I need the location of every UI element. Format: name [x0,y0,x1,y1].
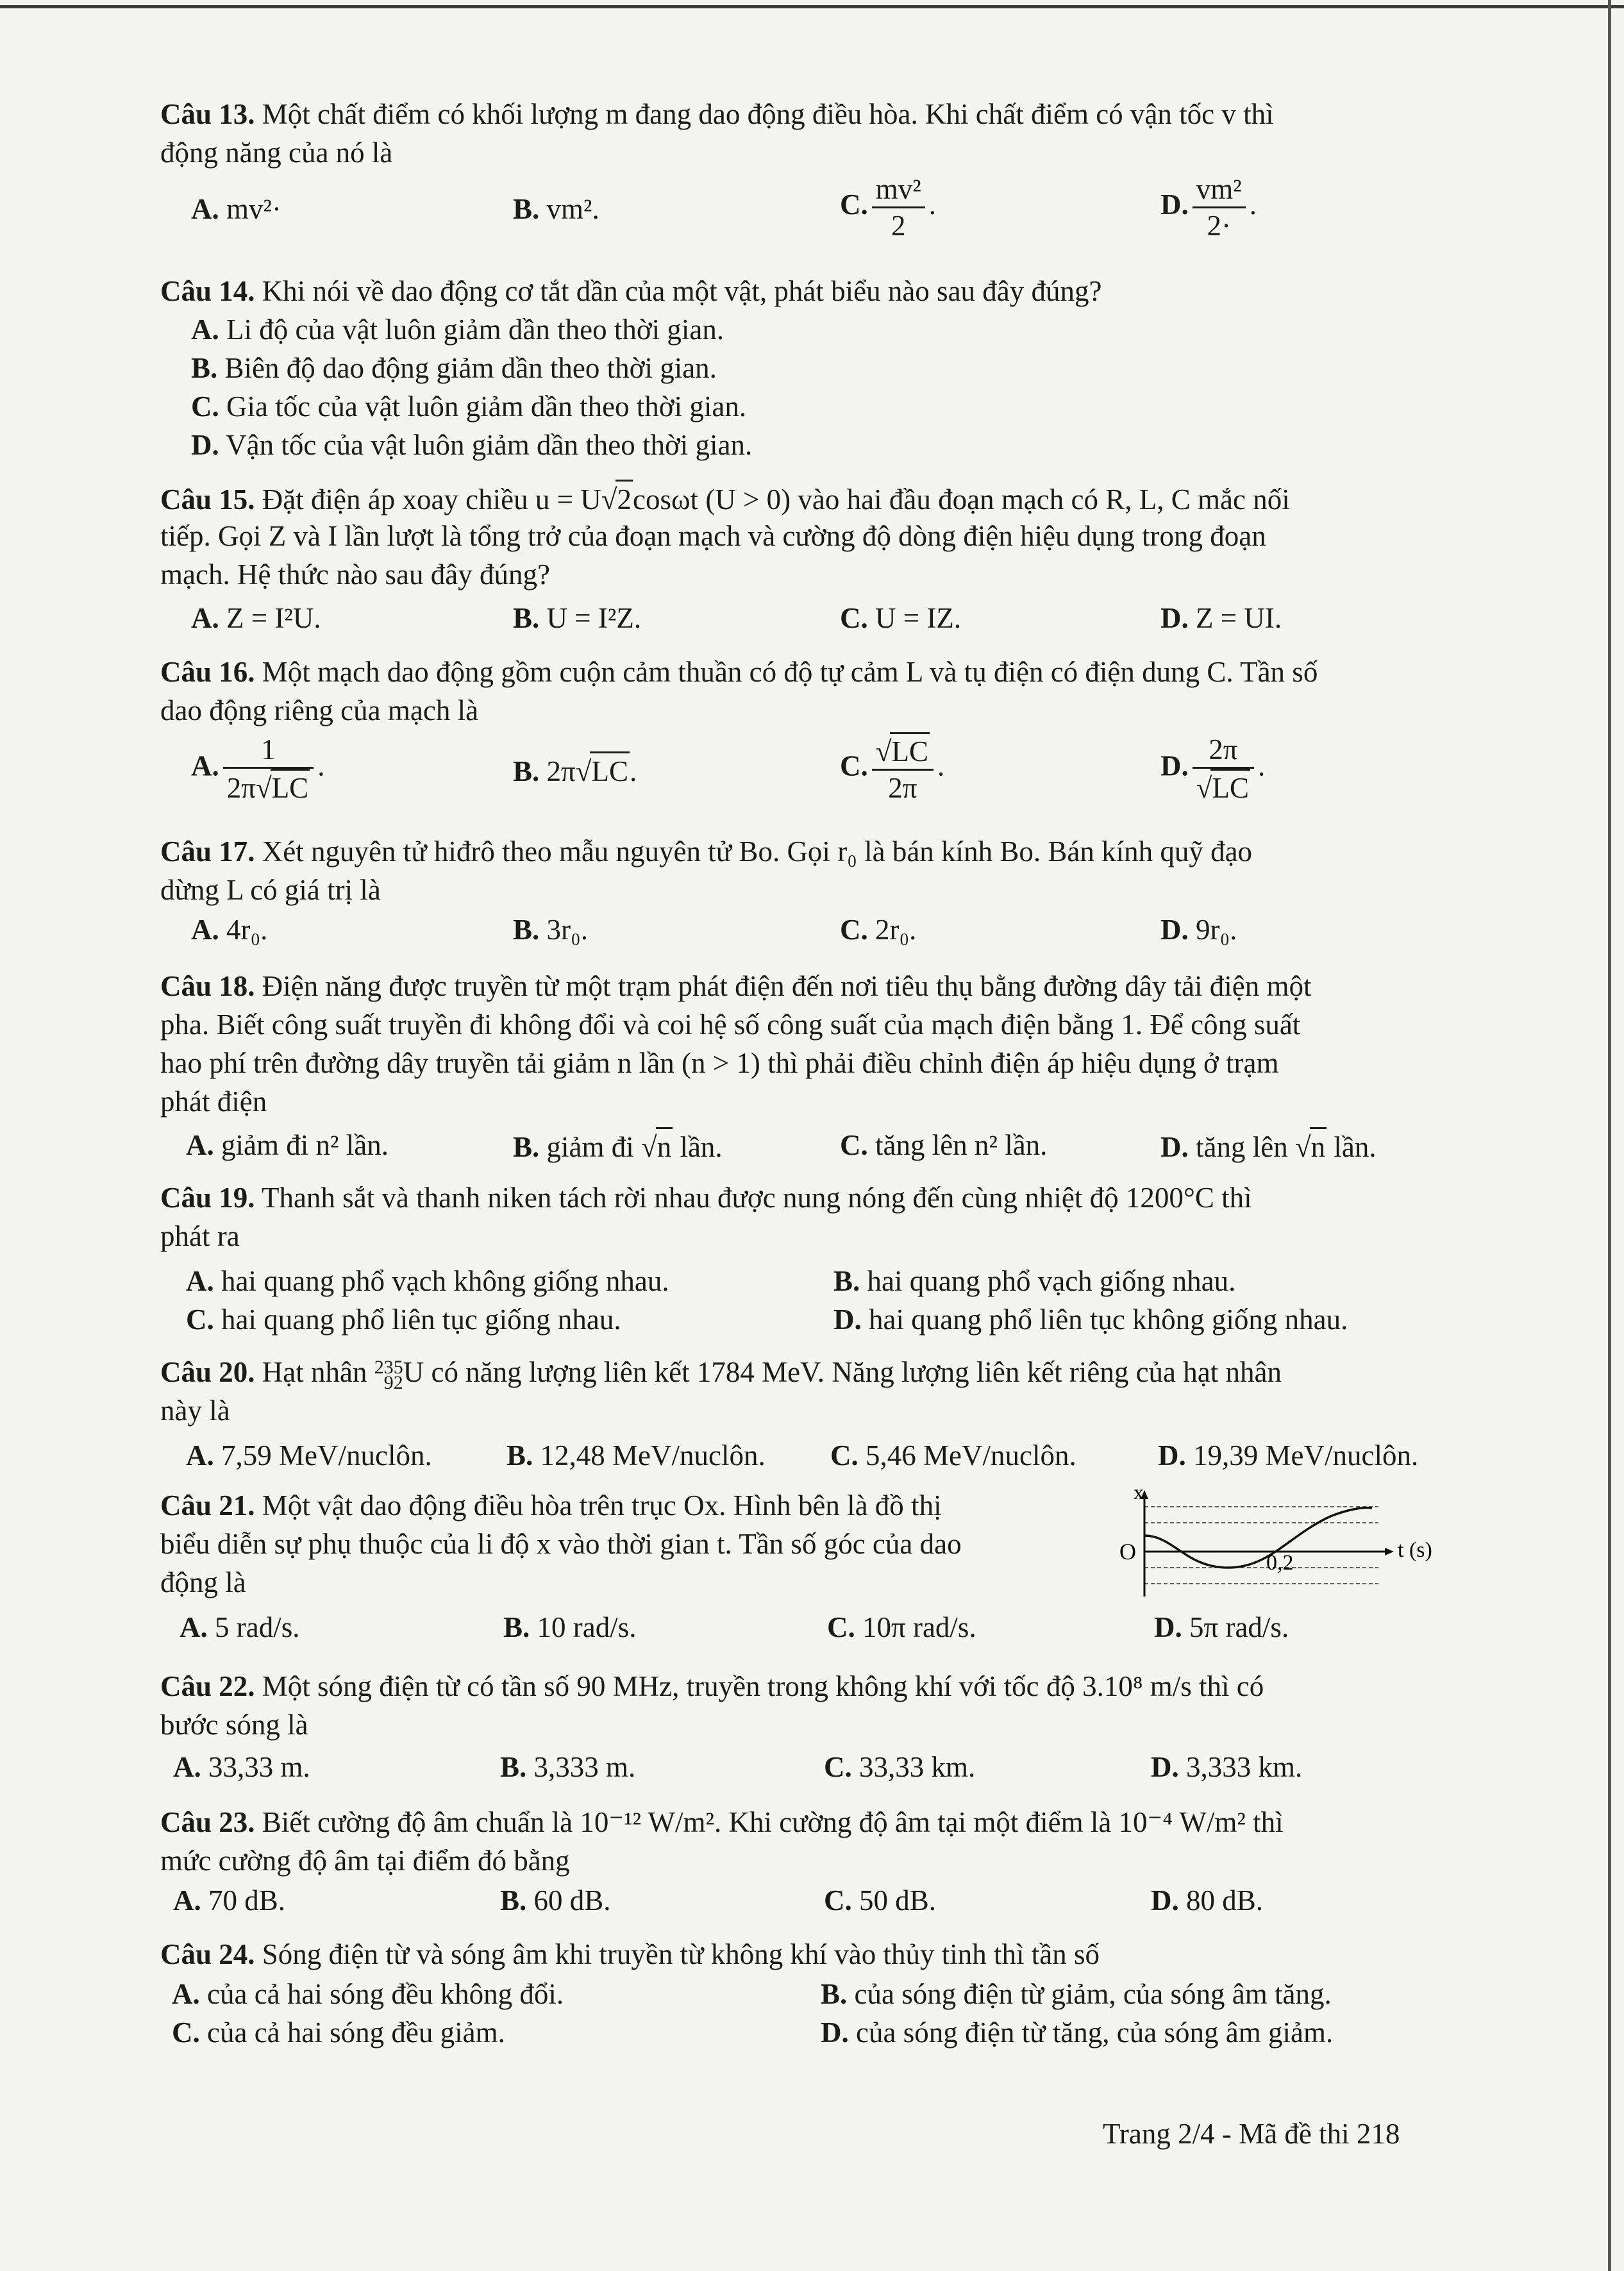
q21-text-3: động là [160,1566,246,1598]
q13-option-a: A. mv²· [191,193,281,225]
right-rule [1608,0,1611,2271]
q13-text: Câu 13. Một chất điểm có khối lượng m đang dao động điều hòa. Khi chất điểm có vận tốc v thì [160,98,1274,130]
graph-origin-label: O [1119,1539,1136,1564]
q14-option-c: C. Gia tốc của vật luôn giảm dần theo thời gian. [191,390,747,423]
q16-text: Câu 16. Một mạch dao động gồm cuộn cảm thuần có độ tự cảm L và tụ điện có điện dung C. Tần số [160,656,1318,688]
q15-option-a: A. Z = I²U. [191,602,321,634]
graph-t-label: t (s) [1398,1538,1432,1562]
q20-text-2: này là [160,1395,230,1427]
q21-text-2: biểu diễn sự phụ thuộc của li độ x vào thời gian t. Tần số góc của dao [160,1528,962,1560]
q18-text-3: hao phí trên đường dây truyền tải giảm n lần (n > 1) thì phải điều chỉnh điện áp hiệu dụng ở trạm [160,1047,1279,1079]
q21-displacement-graph [1116,1487,1449,1616]
q21-text: Câu 21. Một vật dao động điều hòa trên trục Ox. Hình bên là đồ thị [160,1489,942,1521]
q17-option-c: C. 2r₀. [840,914,917,946]
q24-option-c: C. của cả hai sóng đều giảm. [172,2016,505,2049]
q15-option-d: D. Z = UI. [1160,602,1282,634]
q15-text-3: mạch. Hệ thức nào sau đây đúng? [160,558,550,591]
q13-option-b: B. vm². [513,193,599,225]
q22-option-c: C. 33,33 km. [824,1751,976,1783]
top-rule [0,5,1624,8]
q21-option-a: A. 5 rad/s. [180,1611,300,1643]
q15-text-2: tiếp. Gọi Z và I lần lượt là tổng trở của đoạn mạch và cường độ dòng điện hiệu dụng trong đoạn [160,520,1266,552]
q17-option-d: D. 9r₀. [1160,914,1237,946]
q14-option-d: D. Vận tốc của vật luôn giảm dần theo thời gian. [191,429,753,461]
q19-text-2: phát ra [160,1220,240,1252]
q18-option-b: B. giảm đi √n lần. [513,1127,723,1165]
q22-text: Câu 22. Một sóng điện từ có tần số 90 MHz, truyền trong không khí với tốc độ 3.10⁸ m/s thì có [160,1670,1264,1702]
graph-gridlines [1144,1507,1378,1584]
q24-text: Câu 24. Sóng điện từ và sóng âm khi truyền từ không khí vào thủy tinh thì tần số [160,1938,1100,1970]
q22-text-2: bước sóng là [160,1709,308,1741]
q18-text-2: pha. Biết công suất truyền đi không đổi và coi hệ số công suất của mạch điện bằng 1. Để công suất [160,1009,1301,1041]
q15-option-c: C. U = IZ. [840,602,962,634]
q19-option-b: B. hai quang phổ vạch giống nhau. [833,1265,1236,1297]
q18-option-a: A. giảm đi n² lần. [186,1129,389,1161]
graph-x-axis-arrow [1385,1548,1394,1555]
q15-option-b: B. U = I²Z. [513,602,642,634]
q24-option-d: D. của sóng điện từ tăng, của sóng âm giảm. [821,2016,1334,2049]
q22-option-d: D. 3,333 km. [1151,1751,1303,1783]
graph-sine-curve [1144,1508,1372,1568]
q13-option-d: D. $\frac{\text{vm²}}{2\cdot}$ . [1160,173,1257,242]
q14-option-a: A. Li độ của vật luôn giảm dần theo thời gian. [191,314,724,346]
q17-text: Câu 17. Xét nguyên tử hiđrô theo mẫu nguyên tử Bo. Gọi r₀ là bán kính Bo. Bán kính quỹ đạo [160,835,1253,867]
q21-option-d: D. 5π rad/s. [1154,1611,1289,1643]
q15-text: Câu 15. Đặt điện áp xoay chiều u = U√2cosωt (U > 0) vào hai đầu đoạn mạch có R, L, C mắc nối [160,480,1290,517]
q13-text-2: động năng của nó là [160,137,393,169]
q13-option-c: C. $\frac{\text{mv²}}{2}$ . [840,173,936,242]
q21-option-c: C. 10π rad/s. [827,1611,976,1643]
q22-option-b: B. 3,333 m. [500,1751,636,1783]
q18-text: Câu 18. Điện năng được truyền từ một trạm phát điện đến nơi tiêu thụ bằng đường dây tải điện một [160,970,1312,1002]
q17-text-2: dừng L có giá trị là [160,874,381,906]
q16-option-a: A. $\frac{1}{2\pi√LC}$ . [191,733,325,804]
q19-text: Câu 19. Thanh sắt và thanh niken tách rời nhau được nung nóng đến cùng nhiệt độ 1200°C thì [160,1182,1252,1214]
q19-option-a: A. hai quang phổ vạch không giống nhau. [186,1265,669,1297]
q23-option-a: A. 70 dB. [173,1884,286,1916]
q18-text-4: phát điện [160,1085,267,1118]
q21-option-b: B. 10 rad/s. [503,1611,637,1643]
q22-option-a: A. 33,33 m. [173,1751,310,1783]
q20-option-d: D. 19,39 MeV/nuclôn. [1158,1439,1419,1471]
q23-text-2: mức cường độ âm tại điểm đó bằng [160,1845,570,1877]
q17-option-b: B. 3r₀. [513,914,588,946]
graph-tick-label: 0,2 [1266,1551,1294,1575]
q14-text: Câu 14. Khi nói về dao động cơ tắt dần của một vật, phát biểu nào sau đây đúng? [160,275,1102,307]
q20-option-b: B. 12,48 MeV/nuclôn. [506,1439,766,1471]
q16-option-c: C. $\frac{√LC}{2\pi}$ . [840,732,944,805]
q19-option-c: C. hai quang phổ liên tục giống nhau. [186,1303,621,1336]
q18-option-d: D. tăng lên √n lần. [1160,1127,1377,1165]
q23-option-c: C. 50 dB. [824,1884,937,1916]
q16-option-d: D. $\frac{2\pi}{√LC}$ . [1160,733,1266,804]
q23-option-b: B. 60 dB. [500,1884,611,1916]
q20-text: Câu 20. Hạt nhân 235 92 U có năng lượng liên kết 1784 MeV. Năng lượng liên kết riêng của hạt nhân [160,1356,1282,1393]
q24-option-b: B. của sóng điện từ giảm, của sóng âm tăng. [821,1978,1332,2010]
graph-x-label: x [1134,1487,1144,1504]
q16-text-2: dao động riêng của mạch là [160,694,479,726]
q24-option-a: A. của cả hai sóng đều không đổi. [172,1978,564,2010]
q23-option-d: D. 80 dB. [1151,1884,1264,1916]
q20-option-c: C. 5,46 MeV/nuclôn. [830,1439,1076,1471]
q19-option-d: D. hai quang phổ liên tục không giống nhau. [833,1303,1348,1336]
q18-option-c: C. tăng lên n² lần. [840,1129,1048,1161]
q14-option-b: B. Biên độ dao động giảm dần theo thời gian. [191,352,717,384]
q20-option-a: A. 7,59 MeV/nuclôn. [186,1439,432,1471]
q16-option-b: B. 2π√LC. [513,751,637,789]
page-footer: Trang 2/4 - Mã đề thi 218 [1103,2118,1400,2150]
q17-option-a: A. 4r₀. [191,914,268,946]
q23-text: Câu 23. Biết cường độ âm chuẩn là 10⁻¹² W/m². Khi cường độ âm tại một điểm là 10⁻⁴ W/m² thì [160,1806,1284,1838]
